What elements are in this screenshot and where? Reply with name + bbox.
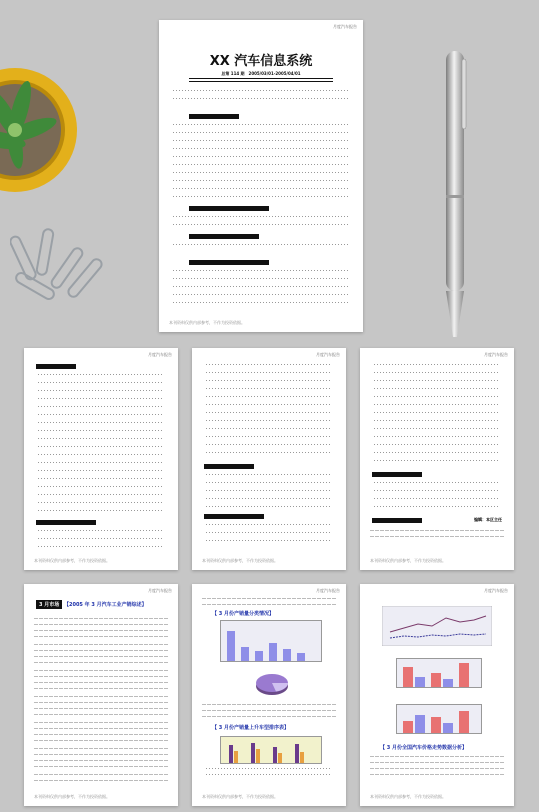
pen-icon	[438, 45, 478, 345]
toc-page-2: 月度汽车报告 本刊资料仅供内部参考，不作为投资依据。	[192, 348, 346, 570]
chart-page-2: 月度汽车报告 【 3 月份全国汽车价格走势数据分析】 本刊资料仅供内部参考，不作为投资依据。	[360, 584, 514, 806]
plant-pot-icon	[0, 20, 80, 200]
market-page: 月度汽车报告 3 月市场 【2005 年 3 月汽车工业产销综述】 本刊资料仅供内部参考，不作为投资依据。	[24, 584, 178, 806]
cover-section-bar	[189, 260, 269, 265]
toc-page-1: 月度汽车报告 本刊资料仅供内部参考，不作为投资依据。	[24, 348, 178, 570]
market-heading: 【2005 年 3 月汽车工业产销综述】	[64, 602, 147, 608]
pie-chart	[252, 672, 292, 696]
cover-section-bar	[189, 234, 259, 239]
editor-banner: 编辑：本区主任	[474, 517, 502, 522]
cover-footer: 本刊资料仅供内部参考，不作为投资依据。	[169, 320, 245, 325]
paper-clip-icon	[10, 215, 120, 315]
cover-subtitle: 总第 114 期 2005/03/01-2005/04/01	[221, 71, 301, 76]
price-bar-chart-2	[396, 704, 482, 734]
chart-page-1: 月度汽车报告 【 3 月份产销量分类情况】 【 3 月份产销量上升车型排序表】 本刊资料仅供内部参考，不作为投资依据。	[192, 584, 346, 806]
price-heading: 【 3 月份全国汽车价格走势数据分析】	[380, 745, 467, 751]
section-tab: 3 月市场	[36, 600, 62, 609]
bar-chart	[220, 620, 322, 662]
toc-page-3: 月度汽车报告 编辑：本区主任 本刊资料仅供内部参考，不作为投资依据。	[360, 348, 514, 570]
cover-title: XX 汽车信息系统	[209, 54, 313, 69]
line-chart	[382, 606, 492, 646]
price-bar-chart-1	[396, 658, 482, 688]
cover-header-label: 月度汽车报告	[333, 24, 357, 29]
column-chart	[220, 736, 322, 764]
cover-section-bar	[189, 114, 239, 119]
cover-page	[159, 20, 363, 332]
chart-heading-1: 【 3 月份产销量分类情况】	[212, 611, 274, 617]
cover-section-bar	[189, 206, 269, 211]
chart-heading-2: 【 3 月份产销量上升车型排序表】	[212, 725, 289, 731]
